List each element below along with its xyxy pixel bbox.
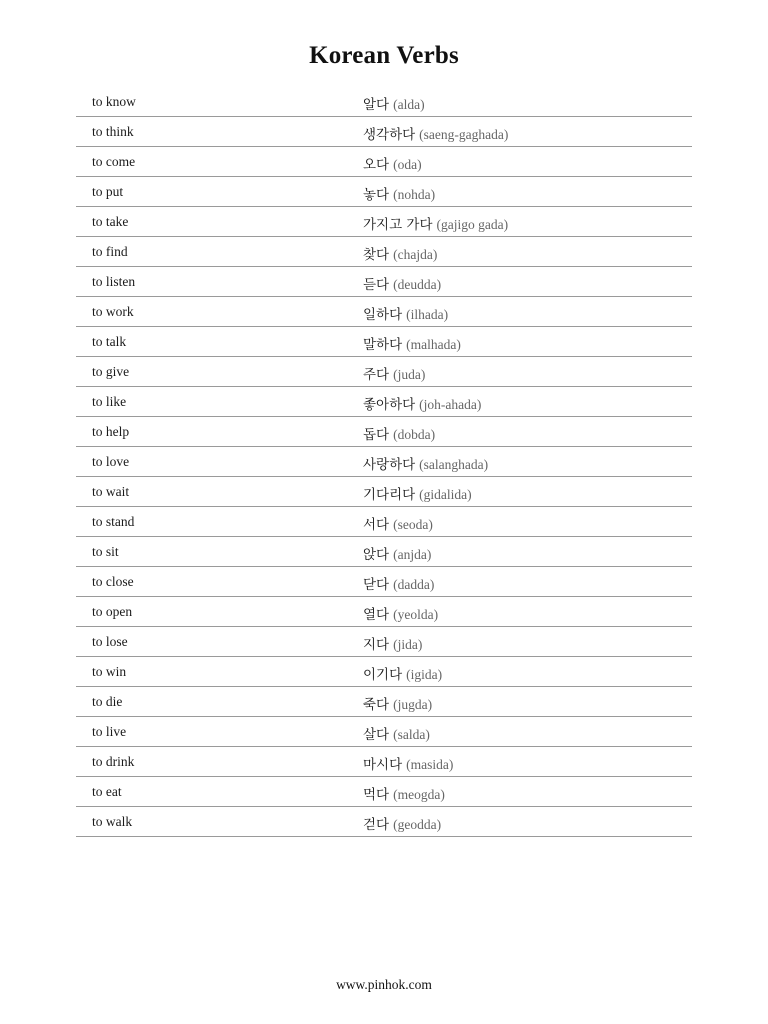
romanization: (igida): [406, 667, 443, 682]
korean-translation: [363, 783, 445, 804]
english-term: to wait: [92, 484, 130, 499]
romanization: (alda): [393, 97, 425, 112]
english-term: to eat: [92, 784, 122, 799]
romanization: (seoda): [393, 517, 433, 532]
romanization: (yeolda): [393, 607, 439, 622]
vocab-row: [76, 777, 692, 807]
korean-translation: [363, 573, 434, 594]
romanization: (oda): [393, 157, 422, 172]
english-term: to take: [92, 214, 129, 229]
korean-translation: [363, 483, 472, 504]
hangul-term: 서다: [363, 517, 390, 533]
hangul-term: 찾다: [363, 247, 390, 263]
korean-translation: [363, 753, 453, 774]
english-term: to lose: [92, 634, 128, 649]
korean-translation: [363, 333, 461, 354]
english-term: to put: [92, 184, 124, 199]
hangul-term: 열다: [363, 607, 390, 623]
english-term: to come: [92, 154, 136, 169]
romanization: (deudda): [393, 277, 442, 292]
hangul-term: 말하다: [363, 337, 403, 353]
english-term: to work: [92, 304, 134, 319]
vocab-table: [76, 87, 692, 837]
hangul-term: 닫다: [363, 577, 390, 593]
vocab-row: [76, 207, 692, 237]
romanization: (juda): [393, 367, 426, 382]
english-term: to walk: [92, 814, 133, 829]
korean-translation: [363, 603, 438, 624]
vocab-row: [76, 657, 692, 687]
romanization: (chajda): [393, 247, 438, 262]
vocab-row: [76, 357, 692, 387]
hangul-term: 오다: [363, 157, 390, 173]
hangul-term: 이기다: [363, 667, 403, 683]
korean-translation: [363, 183, 435, 204]
vocab-row: [76, 147, 692, 177]
english-term: to win: [92, 664, 127, 679]
vocab-row: [76, 477, 692, 507]
hangul-term: 사랑하다: [363, 457, 416, 473]
english-term: to love: [92, 454, 130, 469]
english-term: to open: [92, 604, 133, 619]
romanization: (dadda): [393, 577, 435, 592]
english-term: to drink: [92, 754, 135, 769]
hangul-term: 죽다: [363, 697, 390, 713]
hangul-term: 놓다: [363, 187, 390, 203]
hangul-term: 주다: [363, 367, 390, 383]
vocab-row: [76, 177, 692, 207]
korean-translation: [363, 123, 508, 144]
vocab-row: [76, 117, 692, 147]
hangul-term: 앉다: [363, 547, 390, 563]
korean-translation: [363, 663, 442, 684]
page-title: Korean Verbs: [309, 42, 459, 69]
hangul-term: 걷다: [363, 817, 390, 833]
korean-translation: [363, 693, 432, 714]
hangul-term: 기다리다: [363, 487, 416, 503]
korean-translation: [363, 453, 488, 474]
vocab-row: [76, 537, 692, 567]
romanization: (malhada): [406, 337, 461, 352]
english-term: to stand: [92, 514, 135, 529]
romanization: (salda): [393, 727, 430, 742]
korean-translation: [363, 633, 422, 654]
korean-translation: [363, 513, 433, 534]
hangul-term: 마시다: [363, 757, 403, 773]
romanization: (meogda): [393, 787, 445, 802]
hangul-term: 가지고 가다: [363, 217, 433, 233]
korean-translation: [363, 543, 431, 564]
vocab-row: [76, 447, 692, 477]
vocab-row: [76, 87, 692, 117]
romanization: (dobda): [393, 427, 436, 442]
romanization: (salanghada): [419, 457, 489, 472]
english-term: to think: [92, 124, 134, 139]
english-term: to like: [92, 394, 127, 409]
romanization: (jugda): [393, 697, 433, 712]
korean-translation: [363, 93, 425, 114]
hangul-term: 알다: [363, 97, 390, 113]
vocab-row: [76, 597, 692, 627]
english-term: to listen: [92, 274, 136, 289]
romanization: (masida): [406, 757, 454, 772]
vocab-row: [76, 417, 692, 447]
romanization: (gidalida): [419, 487, 472, 502]
vocab-row: [76, 267, 692, 297]
english-term: to die: [92, 694, 123, 709]
romanization: (geodda): [393, 817, 442, 832]
hangul-term: 먹다: [363, 787, 390, 803]
vocab-row: [76, 687, 692, 717]
english-term: to sit: [92, 544, 119, 559]
korean-translation: [363, 273, 441, 294]
english-term: to know: [92, 94, 136, 109]
hangul-term: 생각하다: [363, 127, 416, 143]
vocab-row: [76, 237, 692, 267]
footer-url: www.pinhok.com: [336, 977, 432, 992]
korean-translation: [363, 393, 481, 414]
korean-translation: [363, 303, 448, 324]
english-term: to live: [92, 724, 127, 739]
romanization: (jida): [393, 637, 423, 652]
korean-translation: [363, 813, 441, 834]
romanization: (anjda): [393, 547, 432, 562]
hangul-term: 돕다: [363, 427, 390, 443]
hangul-term: 좋아하다: [363, 397, 416, 413]
korean-translation: [363, 723, 430, 744]
romanization: (joh-ahada): [419, 397, 482, 412]
romanization: (nohda): [393, 187, 436, 202]
vocab-row: [76, 807, 692, 837]
romanization: (ilhada): [406, 307, 449, 322]
vocab-row: [76, 747, 692, 777]
romanization: (saeng-gaghada): [419, 127, 509, 142]
vocab-row: [76, 717, 692, 747]
hangul-term: 듣다: [363, 277, 390, 293]
hangul-term: 지다: [363, 637, 390, 653]
vocab-row: [76, 627, 692, 657]
english-term: to give: [92, 364, 130, 379]
english-term: to close: [92, 574, 134, 589]
vocab-row: [76, 567, 692, 597]
vocab-row: [76, 387, 692, 417]
hangul-term: 일하다: [363, 307, 403, 323]
korean-translation: [363, 213, 508, 234]
english-term: to find: [92, 244, 128, 259]
vocab-row: [76, 327, 692, 357]
korean-translation: [363, 153, 422, 174]
english-term: to talk: [92, 334, 127, 349]
hangul-term: 살다: [363, 727, 390, 743]
vocab-row: [76, 297, 692, 327]
korean-translation: [363, 363, 425, 384]
korean-translation: [363, 423, 435, 444]
korean-translation: [363, 243, 437, 264]
romanization: (gajigo gada): [436, 217, 509, 232]
english-term: to help: [92, 424, 130, 439]
vocab-row: [76, 507, 692, 537]
